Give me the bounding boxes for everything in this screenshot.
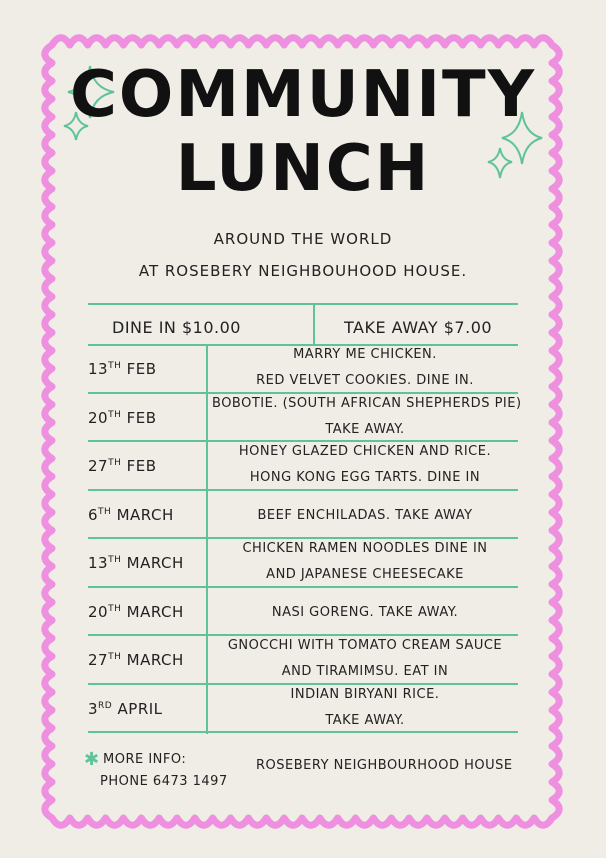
menu-item-line-1: BEEF ENCHILADAS. TAKE AWAY — [257, 507, 473, 523]
date-column-divider — [206, 346, 208, 734]
menu-date: 3RD APRIL — [88, 699, 163, 718]
take-away-price: TAKE AWAY $7.00 — [344, 318, 493, 337]
menu-item-line-1: NASI GORENG. TAKE AWAY. — [271, 604, 459, 620]
dine-in-price: DINE IN $10.00 — [112, 318, 241, 337]
menu-item-line-1: MARRY ME CHICKEN. — [293, 347, 437, 362]
menu-item-line-1: GNOCCHI WITH TOMATO CREAM SAUCE — [227, 638, 503, 653]
menu-item-line-2: TAKE AWAY. — [325, 712, 405, 728]
menu-date: 13TH MARCH — [88, 554, 184, 572]
organisation-name: ROSEBERY NEIGHBOURHOOD HOUSE — [256, 758, 513, 773]
menu-date: 20TH MARCH — [88, 602, 184, 621]
asterisk-icon: ✱ — [84, 749, 100, 770]
menu-item-line-2: TAKE AWAY. — [325, 421, 405, 437]
menu-row-rule — [88, 586, 518, 588]
menu-item-line-2: AND TIRAMIMSU. EAT IN — [281, 664, 449, 679]
menu-item-line-1: HONEY GLAZED CHICKEN AND RICE. — [238, 444, 492, 459]
menu-row-rule — [88, 683, 518, 685]
menu-row-rule — [88, 489, 518, 491]
phone-number: PHONE 6473 1497 — [100, 774, 228, 789]
subtitle-line-2: AT ROSEBERY NEIGHBOUHOOD HOUSE. — [138, 262, 468, 280]
price-divider — [313, 305, 315, 345]
menu-item-line-2: AND JAPANESE CHEESECAKE — [266, 567, 464, 582]
menu-date: 20TH FEB — [88, 408, 157, 427]
menu-item-line-2: HONG KONG EGG TARTS. DINE IN — [249, 470, 481, 485]
title-line-2: LUNCH — [175, 132, 431, 206]
table-rule-header — [88, 344, 518, 346]
menu-date: 6TH MARCH — [88, 505, 174, 524]
menu-item-line-1: INDIAN BIRYANI RICE. — [290, 686, 440, 702]
subtitle-line-1: AROUND THE WORLD — [213, 230, 393, 248]
table-rule-top — [88, 303, 518, 305]
menu-row-rule — [88, 392, 518, 394]
menu-date: 27TH FEB — [88, 457, 157, 475]
menu-row-rule — [88, 731, 518, 733]
menu-item-line-1: BOBOTIE. (SOUTH AFRICAN SHEPHERDS PIE) — [212, 395, 522, 411]
more-info-label: MORE INFO: — [103, 752, 187, 767]
menu-item-line-1: CHICKEN RAMEN NOODLES DINE IN — [242, 541, 488, 556]
menu-row-rule — [88, 634, 518, 636]
menu-date: 13TH FEB — [88, 360, 157, 378]
title-line-1: COMMUNITY — [69, 58, 537, 132]
menu-row-rule — [88, 537, 518, 539]
menu-item-line-2: RED VELVET COOKIES. DINE IN. — [256, 373, 474, 388]
menu-date: 27TH MARCH — [88, 651, 184, 669]
menu-row-rule — [88, 440, 518, 442]
